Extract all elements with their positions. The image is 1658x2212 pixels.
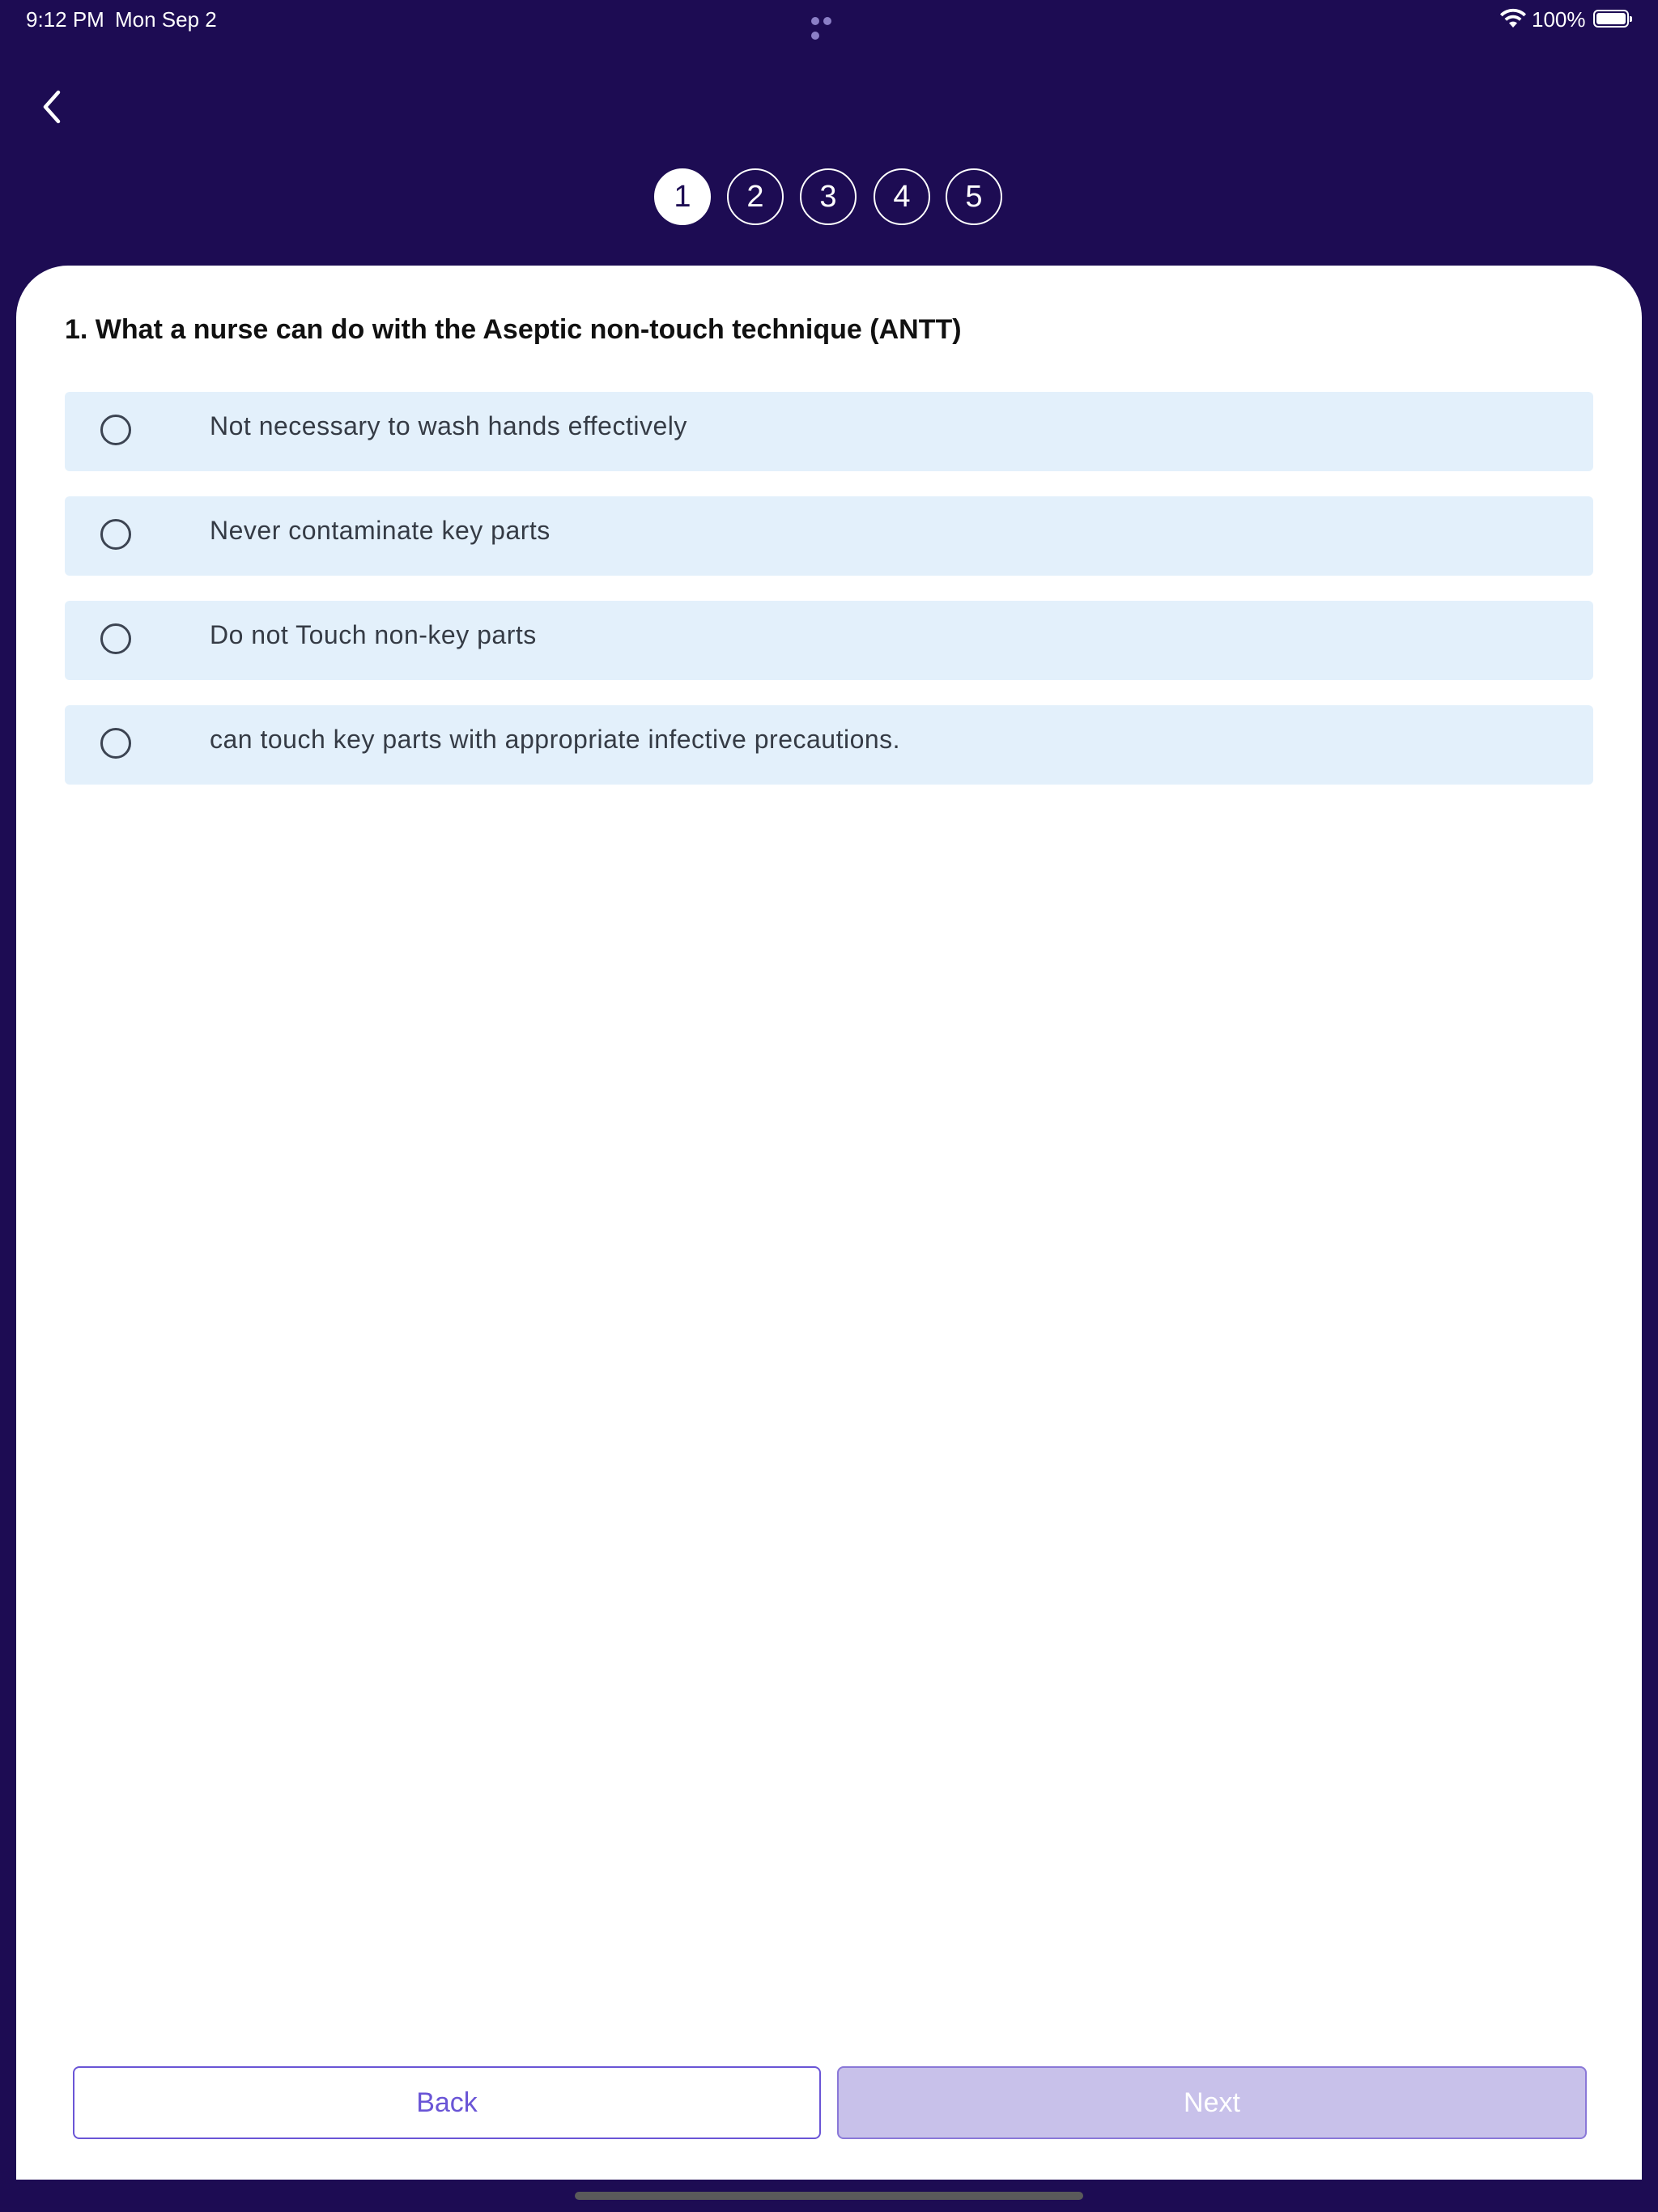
step-5[interactable]: 5 [946, 168, 1002, 225]
status-time: 9:12 PM [26, 7, 104, 32]
answer-option-1[interactable] [65, 392, 1593, 471]
step-4[interactable]: 4 [874, 168, 930, 225]
answer-option-label: Not necessary to wash hands effectively [210, 411, 687, 440]
radio-unselected-icon[interactable] [100, 728, 131, 759]
radio-unselected-icon[interactable] [100, 519, 131, 550]
question-card [16, 266, 1642, 2180]
answer-option-label: Do not Touch non-key parts [210, 620, 537, 649]
battery-icon [1593, 10, 1629, 28]
answer-option-label: Never contaminate key parts [210, 516, 551, 545]
wifi-icon [1499, 8, 1527, 29]
question-title: 1. What a nurse can do with the Aseptic non-touch technique (ANTT) [65, 314, 962, 345]
answer-option-2[interactable] [65, 496, 1593, 576]
step-3[interactable]: 3 [800, 168, 857, 225]
answer-option-4[interactable] [65, 705, 1593, 785]
question-stepper [654, 168, 1004, 227]
home-indicator[interactable] [575, 2192, 1083, 2200]
answer-option-label: can touch key parts with appropriate infective precautions. [210, 725, 901, 754]
step-2[interactable]: 2 [727, 168, 784, 225]
status-bar [0, 0, 1658, 39]
next-button[interactable]: Next [837, 2066, 1587, 2139]
answer-option-3[interactable] [65, 601, 1593, 680]
battery-percent: 100% [1532, 7, 1586, 32]
chevron-left-icon[interactable] [36, 86, 68, 128]
status-date: Mon Sep 2 [115, 7, 217, 32]
multitasking-dots-icon[interactable] [811, 15, 847, 24]
radio-unselected-icon[interactable] [100, 415, 131, 445]
back-button[interactable]: Back [73, 2066, 821, 2139]
step-1[interactable]: 1 [654, 168, 711, 225]
radio-unselected-icon[interactable] [100, 623, 131, 654]
